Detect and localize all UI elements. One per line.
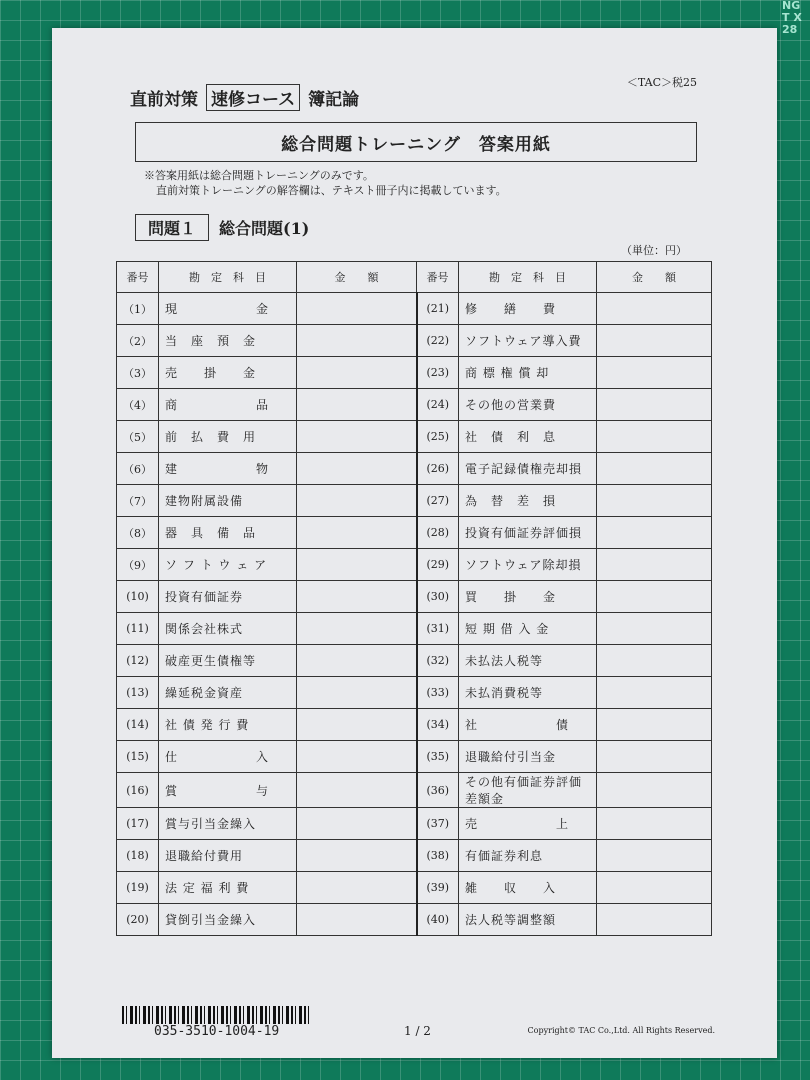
account-name: 社 債 [459, 709, 597, 741]
amount-cell[interactable] [597, 453, 712, 485]
table-row [117, 613, 712, 645]
account-name: 買 掛 金 [459, 581, 597, 613]
header-amount: 金 額 [597, 262, 712, 293]
amount-cell[interactable] [597, 581, 712, 613]
account-name: 賞 与 [159, 773, 297, 808]
row-number: (35) [417, 741, 459, 773]
row-number: （3） [117, 357, 159, 389]
row-number: (23) [417, 357, 459, 389]
amount-cell[interactable] [597, 357, 712, 389]
account-name: 退職給付引当金 [459, 741, 597, 773]
table-row [117, 517, 712, 549]
account-name: 投資有価証券 [159, 581, 297, 613]
amount-cell[interactable] [597, 677, 712, 709]
barcode [122, 1006, 310, 1024]
amount-cell[interactable] [597, 549, 712, 581]
amount-cell[interactable] [597, 741, 712, 773]
row-number: (37) [417, 808, 459, 840]
account-name: その他の営業費 [459, 389, 597, 421]
subject-label: 簿記論 [308, 90, 360, 110]
amount-cell[interactable] [297, 773, 417, 808]
row-number: (20) [117, 904, 159, 936]
amount-cell[interactable] [597, 904, 712, 936]
row-number: (31) [417, 613, 459, 645]
row-number: (32) [417, 645, 459, 677]
amount-cell[interactable] [297, 485, 417, 517]
amount-cell[interactable] [597, 517, 712, 549]
row-number: (11) [117, 613, 159, 645]
table-row [117, 293, 712, 325]
row-number: (19) [117, 872, 159, 904]
row-number: （7） [117, 485, 159, 517]
instruction-note [144, 168, 507, 198]
answer-table [116, 261, 712, 936]
note-line-1: ※答案用紙は総合問題トレーニングのみです。 [144, 169, 374, 182]
row-number: (12) [117, 645, 159, 677]
amount-cell[interactable] [297, 389, 417, 421]
account-name: 商 品 [159, 389, 297, 421]
amount-cell[interactable] [297, 709, 417, 741]
amount-cell[interactable] [597, 773, 712, 808]
row-number: (14) [117, 709, 159, 741]
table-row [117, 389, 712, 421]
table-row [117, 773, 712, 808]
cutting-mat-print: NG T X28 [782, 0, 802, 36]
row-number: (39) [417, 872, 459, 904]
amount-cell[interactable] [297, 325, 417, 357]
header-prefix: 直前対策 [130, 90, 198, 110]
problem-label: 問題１ [135, 214, 209, 241]
account-name: 雑 収 入 [459, 872, 597, 904]
amount-cell[interactable] [297, 581, 417, 613]
publisher-code: ＜TAC＞税25 [626, 76, 697, 89]
row-number: （1） [117, 293, 159, 325]
amount-cell[interactable] [297, 517, 417, 549]
account-name: 現 金 [159, 293, 297, 325]
account-name: 前 払 費 用 [159, 421, 297, 453]
header-number: 番号 [117, 262, 159, 293]
account-name: 建物附属設備 [159, 485, 297, 517]
row-number: (27) [417, 485, 459, 517]
table-row [117, 808, 712, 840]
amount-cell[interactable] [597, 709, 712, 741]
account-name: 売 上 [459, 808, 597, 840]
row-number: （5） [117, 421, 159, 453]
amount-cell[interactable] [597, 293, 712, 325]
account-name: 関係会社株式 [159, 613, 297, 645]
row-number: (10) [117, 581, 159, 613]
row-number: (15) [117, 741, 159, 773]
table-row [117, 485, 712, 517]
amount-cell[interactable] [297, 872, 417, 904]
table-row [117, 904, 712, 936]
row-number: （9） [117, 549, 159, 581]
account-name: 建 物 [159, 453, 297, 485]
account-name: 当 座 預 金 [159, 325, 297, 357]
account-name: ソフトウェア導入費 [459, 325, 597, 357]
problem-name: 総合問題(1) [219, 219, 310, 238]
row-number: （4） [117, 389, 159, 421]
account-name: 貸倒引当金繰入 [159, 904, 297, 936]
header-account: 勘 定 科 目 [459, 262, 597, 293]
row-number: (36) [417, 773, 459, 808]
row-number: (13) [117, 677, 159, 709]
amount-cell[interactable] [297, 549, 417, 581]
account-name: ソ フ ト ウ ェ ア [159, 549, 297, 581]
amount-cell[interactable] [597, 613, 712, 645]
problem-heading [135, 214, 309, 241]
table-row [117, 709, 712, 741]
row-number: （6） [117, 453, 159, 485]
account-name: 電子記録債権売却損 [459, 453, 597, 485]
amount-cell[interactable] [597, 840, 712, 872]
amount-cell[interactable] [297, 808, 417, 840]
header-amount: 金 額 [297, 262, 417, 293]
row-number: (33) [417, 677, 459, 709]
amount-cell[interactable] [597, 421, 712, 453]
table-row [117, 645, 712, 677]
row-number: (26) [417, 453, 459, 485]
account-name: 商 標 権 償 却 [459, 357, 597, 389]
account-name: 短 期 借 入 金 [459, 613, 597, 645]
table-row [117, 581, 712, 613]
account-name: 有価証券利息 [459, 840, 597, 872]
table-row [117, 453, 712, 485]
table-row [117, 421, 712, 453]
amount-cell[interactable] [597, 645, 712, 677]
row-number: （2） [117, 325, 159, 357]
row-number: (18) [117, 840, 159, 872]
row-number: (17) [117, 808, 159, 840]
account-name: 器 具 備 品 [159, 517, 297, 549]
account-name: 社 債 利 息 [459, 421, 597, 453]
account-name: 修 繕 費 [459, 293, 597, 325]
row-number: (21) [417, 293, 459, 325]
table-row [117, 741, 712, 773]
account-name: 為 替 差 損 [459, 485, 597, 517]
course-label: 速修コース [206, 84, 300, 111]
page-number: 1 / 2 [404, 1024, 431, 1038]
row-number: (22) [417, 325, 459, 357]
account-name: 破産更生債権等 [159, 645, 297, 677]
amount-cell[interactable] [297, 840, 417, 872]
row-number: (24) [417, 389, 459, 421]
table-row [117, 549, 712, 581]
account-name: 未払法人税等 [459, 645, 597, 677]
document-code: 035-3510-1004-19 [154, 1024, 280, 1039]
account-name: 売 掛 金 [159, 357, 297, 389]
row-number: （8） [117, 517, 159, 549]
account-name: 繰延税金資産 [159, 677, 297, 709]
amount-cell[interactable] [297, 293, 417, 325]
amount-cell[interactable] [297, 421, 417, 453]
table-header-row [117, 262, 712, 293]
account-name: ソフトウェア除却損 [459, 549, 597, 581]
amount-cell[interactable] [297, 357, 417, 389]
sheet-title: 総合問題トレーニング 答案用紙 [135, 122, 697, 162]
amount-cell[interactable] [597, 325, 712, 357]
amount-cell[interactable] [297, 613, 417, 645]
row-number: (30) [417, 581, 459, 613]
row-number: (29) [417, 549, 459, 581]
amount-cell[interactable] [297, 904, 417, 936]
amount-cell[interactable] [297, 741, 417, 773]
amount-cell[interactable] [597, 872, 712, 904]
header-number: 番号 [417, 262, 459, 293]
table-row [117, 357, 712, 389]
account-name: 賞与引当金繰入 [159, 808, 297, 840]
account-name: 法人税等調整額 [459, 904, 597, 936]
course-header [130, 84, 359, 111]
row-number: (40) [417, 904, 459, 936]
account-name: 仕 入 [159, 741, 297, 773]
amount-cell[interactable] [297, 453, 417, 485]
account-name: その他有価証券評価差額金 [459, 773, 597, 808]
amount-cell[interactable] [597, 389, 712, 421]
row-number: (25) [417, 421, 459, 453]
header-account: 勘 定 科 目 [159, 262, 297, 293]
amount-cell[interactable] [297, 645, 417, 677]
table-body [117, 293, 712, 936]
account-name: 社 債 発 行 費 [159, 709, 297, 741]
amount-cell[interactable] [597, 485, 712, 517]
amount-cell[interactable] [597, 808, 712, 840]
row-number: (28) [417, 517, 459, 549]
table-row [117, 840, 712, 872]
account-name: 退職給付費用 [159, 840, 297, 872]
row-number: (16) [117, 773, 159, 808]
table-row [117, 677, 712, 709]
note-line-2: 直前対策トレーニングの解答欄は、テキスト冊子内に掲載しています。 [156, 184, 507, 197]
answer-sheet [52, 28, 777, 1058]
account-name: 法 定 福 利 費 [159, 872, 297, 904]
table-row [117, 325, 712, 357]
row-number: (38) [417, 840, 459, 872]
row-number: (34) [417, 709, 459, 741]
account-name: 未払消費税等 [459, 677, 597, 709]
amount-cell[interactable] [297, 677, 417, 709]
account-name: 投資有価証券評価損 [459, 517, 597, 549]
unit-label: （単位：円） [621, 244, 687, 257]
table-row [117, 872, 712, 904]
copyright: Copyright© TAC Co.,Ltd. All Rights Reserved. [527, 1026, 715, 1035]
